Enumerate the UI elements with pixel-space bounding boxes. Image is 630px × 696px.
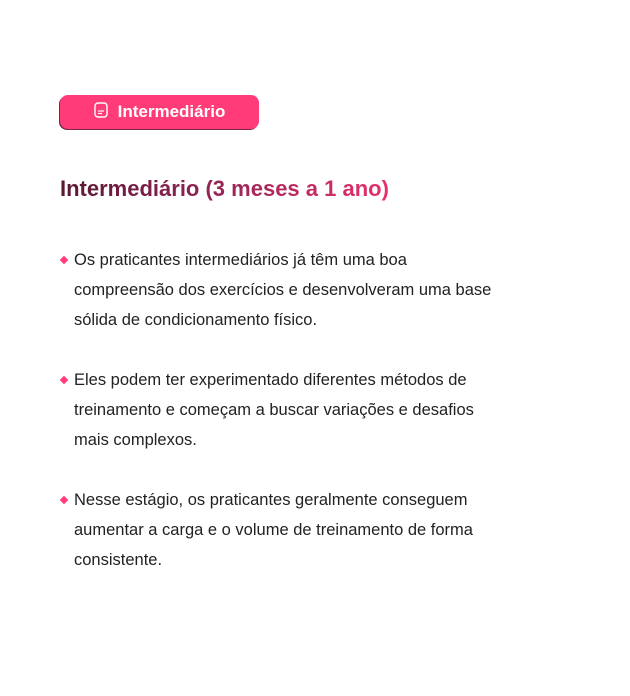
list-item xyxy=(60,485,510,575)
document-icon xyxy=(94,102,108,123)
section-title: Intermediário (3 meses a 1 ano) xyxy=(60,176,389,201)
list-item xyxy=(60,365,510,455)
bullet-text: Os praticantes intermediários já têm uma boa compreensão dos exercícios e desenvolveram uma base sólida de condicionamento físico. xyxy=(74,251,492,329)
bullet-list xyxy=(60,245,510,605)
list-item xyxy=(60,245,510,335)
level-badge[interactable] xyxy=(60,95,259,129)
bullet-text: Eles podem ter experimentado diferentes métodos de treinamento e começam a buscar variações e desafios mais complexos. xyxy=(74,371,474,449)
diamond-bullet-icon xyxy=(60,496,68,504)
bullet-text: Nesse estágio, os praticantes geralmente conseguem aumentar a carga e o volume de treinamento de forma consistente. xyxy=(74,491,473,569)
diamond-bullet-icon xyxy=(60,256,68,264)
badge-label: Intermediário xyxy=(117,102,226,121)
diamond-bullet-icon xyxy=(60,376,68,384)
